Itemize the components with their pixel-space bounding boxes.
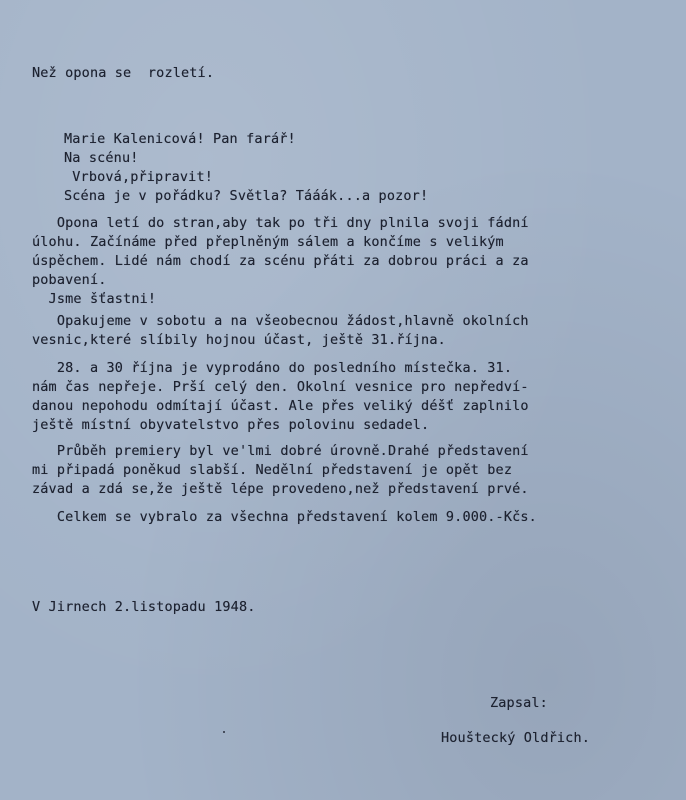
paragraph-2-line-1: Opakujeme v sobotu a na všeobecnou žádost,hlavně okolních xyxy=(32,313,529,329)
place-and-date: V Jirnech 2.listopadu 1948. xyxy=(32,599,256,615)
paragraph-3-line-2: nám čas nepřeje. Prší celý den. Okolní vesnice pro nepředví- xyxy=(32,379,529,395)
paragraph-1-line-3: úspěchem. Lidé nám chodí za scénu přáti za dobrou práci a za xyxy=(32,253,529,269)
paragraph-1-line-2: úlohu. Začínáme před přeplněným sálem a končíme s velikým xyxy=(32,234,504,250)
paragraph-3-line-1: 28. a 30 října je vyprodáno do posledního místečka. 31. xyxy=(32,360,513,376)
signature-label: Zapsal: xyxy=(490,695,548,711)
call-line-4: Scéna je v pořádku? Světla? Tááák...a pozor! xyxy=(64,188,429,204)
paragraph-1-line-1: Opona letí do stran,aby tak po tři dny plnila svoji fádní xyxy=(32,215,529,231)
paragraph-4-line-1: Průběh premiery byl ve'lmi dobré úrovně.Drahé představení xyxy=(32,443,529,459)
call-line-3: Vrbová,připravit! xyxy=(64,169,213,185)
signature-name: Houštecký Oldřich. xyxy=(441,730,590,746)
ink-speck xyxy=(223,731,225,733)
paragraph-3-line-3: danou nepohodu odmítají účast. Ale přes veliký déšť zaplnilo xyxy=(32,398,529,414)
total-collected: Celkem se vybralo za všechna představení kolem 9.000.-Kčs. xyxy=(32,509,537,525)
paragraph-4-line-3: závad a zdá se,že ještě lépe provedeno,než představení prvé. xyxy=(32,481,529,497)
document-heading: Než opona se rozletí. xyxy=(32,65,215,81)
call-line-2: Na scénu! xyxy=(64,150,139,166)
paragraph-1-line-5: Jsme šťastni! xyxy=(32,291,157,307)
paragraph-2-line-2: vesnic,které slíbily hojnou účast, ještě 31.října. xyxy=(32,332,446,348)
paragraph-1-line-4: pobavení. xyxy=(32,272,107,288)
paragraph-3-line-4: ještě místní obyvatelstvo přes polovinu sedadel. xyxy=(32,417,430,433)
paragraph-4-line-2: mi připadá poněkud slabší. Nedělní představení je opět bez xyxy=(32,462,513,478)
call-line-1: Marie Kalenicová! Pan farář! xyxy=(64,131,296,147)
